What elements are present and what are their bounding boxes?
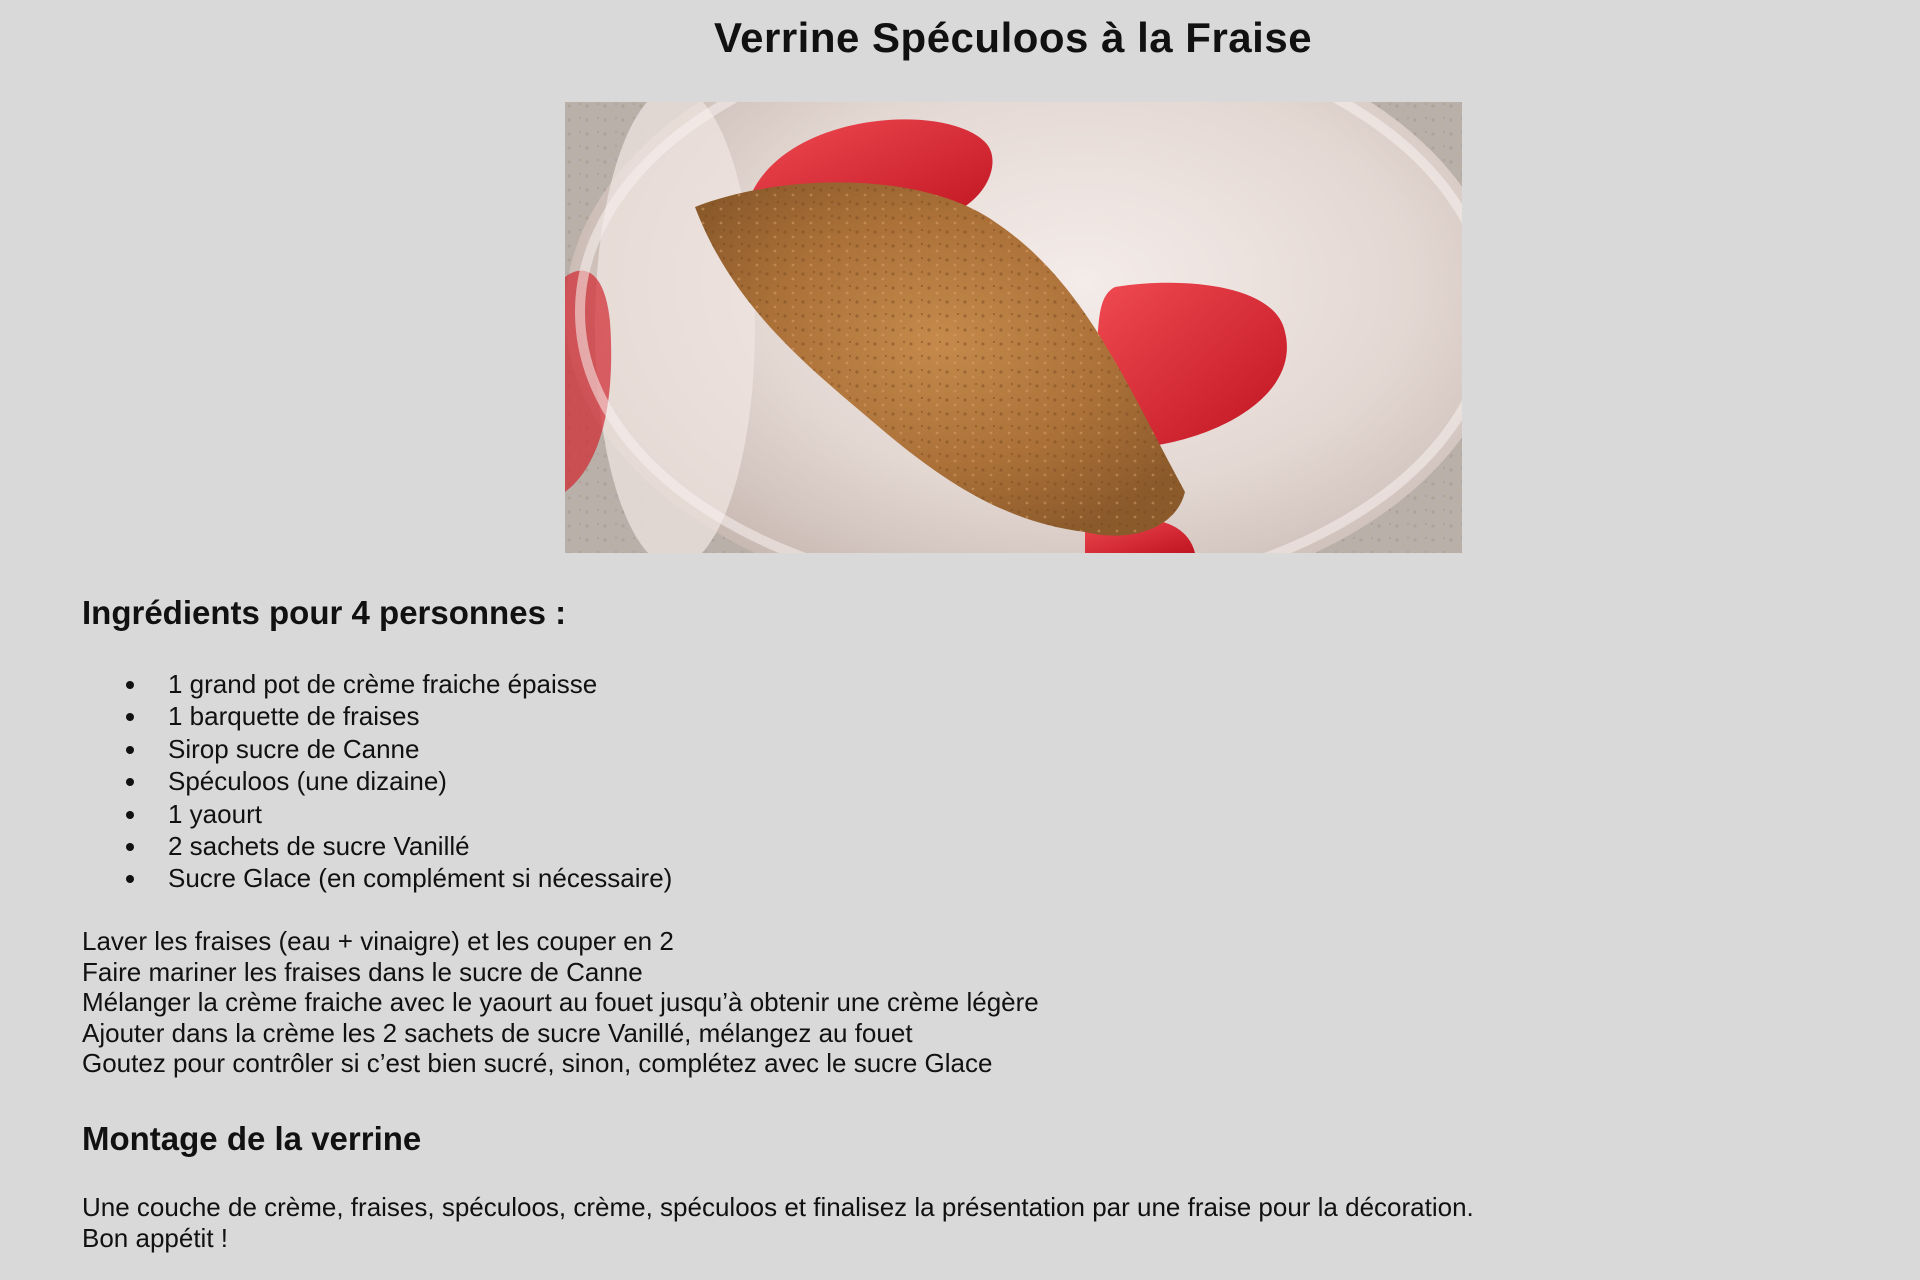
assembly-line: Une couche de crème, fraises, spéculoos, crème, spéculoos et finalisez la présentation par une fraise pour la décoration.	[82, 1192, 1474, 1222]
bullet-icon	[126, 843, 134, 851]
ingredients-heading: Ingrédients pour 4 personnes :	[82, 594, 567, 631]
bullet-icon	[126, 778, 134, 786]
ingredient-text: 2 sachets de sucre Vanillé	[168, 830, 470, 861]
step-line: Ajouter dans la crème les 2 sachets de sucre Vanillé, mélangez au fouet	[82, 1017, 913, 1048]
ingredient-text: 1 yaourt	[168, 798, 262, 829]
bullet-icon	[126, 713, 134, 721]
ingredient-item	[82, 765, 672, 797]
step-line: Mélanger la crème fraiche avec le yaourt au fouet jusqu’à obtenir une crème légère	[82, 987, 1039, 1018]
step-line: Laver les fraises (eau + vinaigre) et les couper en 2	[82, 926, 674, 956]
ingredient-item	[82, 700, 672, 732]
ingredient-item	[82, 830, 672, 862]
ingredient-item	[82, 668, 672, 700]
assembly-line: Bon appétit !	[82, 1223, 228, 1253]
ingredient-text: Spéculoos (une dizaine)	[168, 766, 447, 797]
ingredient-text: 1 barquette de fraises	[168, 701, 420, 732]
ingredient-text: Sirop sucre de Canne	[168, 733, 420, 764]
bullet-icon	[126, 811, 134, 819]
step-line: Faire mariner les fraises dans le sucre de Canne	[82, 956, 643, 987]
page-title: Verrine Spéculoos à la Fraise	[713, 14, 1313, 61]
ingredient-item	[82, 798, 672, 830]
ingredient-item	[82, 862, 672, 894]
step-line: Goutez pour contrôler si c’est bien sucré, sinon, complétez avec le sucre Glace	[82, 1048, 993, 1079]
ingredient-text: Sucre Glace (en complément si nécessaire)	[168, 863, 673, 894]
preparation-steps	[82, 926, 1039, 1079]
ingredient-list	[82, 668, 672, 895]
bullet-icon	[126, 746, 134, 754]
dessert-photo	[565, 102, 1462, 553]
bullet-icon	[126, 875, 134, 883]
ingredient-text: 1 grand pot de crème fraiche épaisse	[168, 669, 598, 699]
assembly-text	[82, 1192, 1474, 1254]
assembly-heading: Montage de la verrine	[82, 1120, 422, 1157]
bullet-icon	[126, 681, 134, 689]
ingredient-item	[82, 733, 672, 765]
